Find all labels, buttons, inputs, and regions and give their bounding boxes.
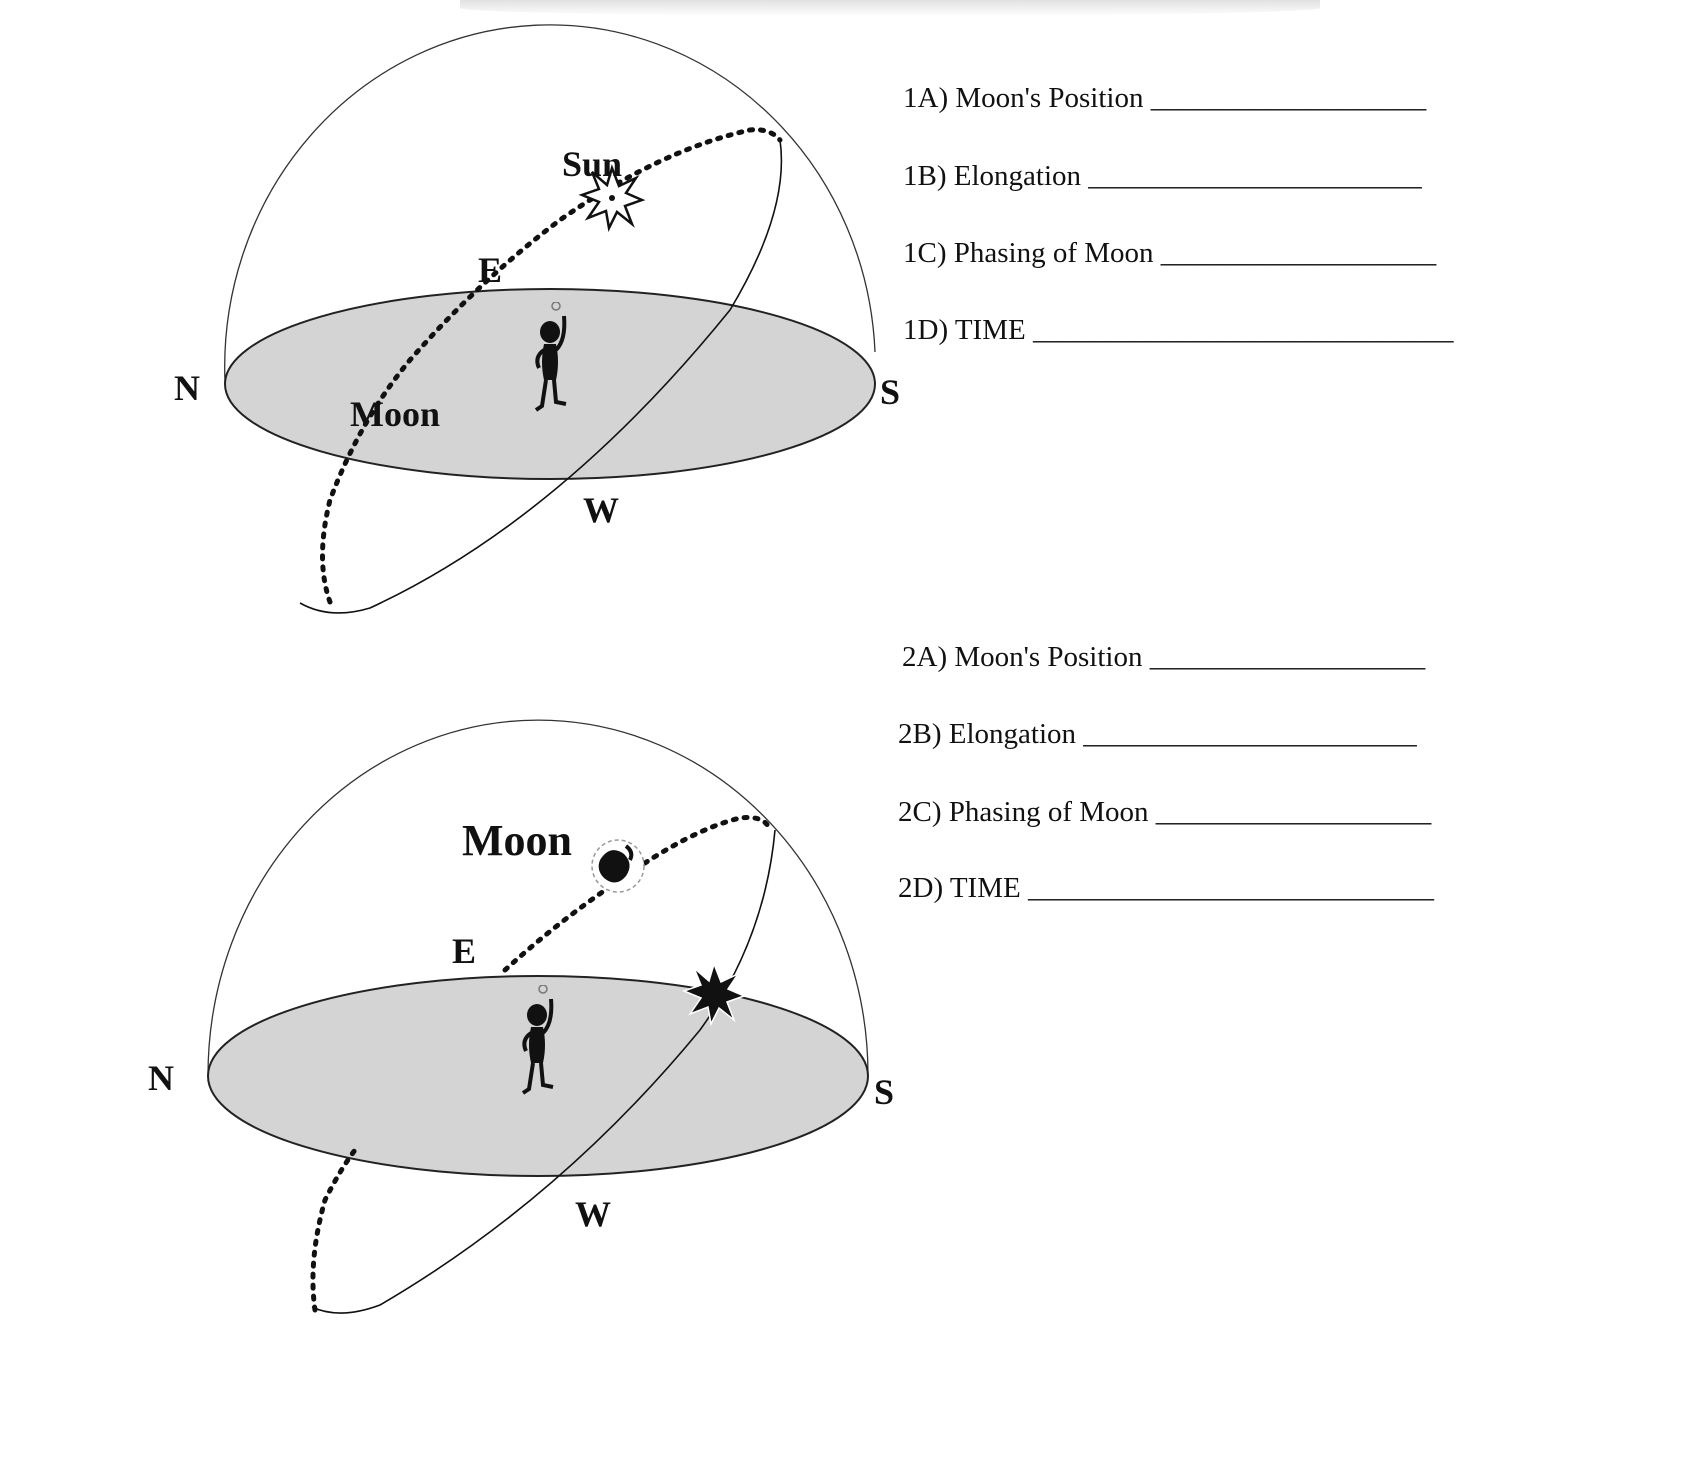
question-1d [903, 314, 1453, 347]
answer-blank[interactable]: ___________________ [1149, 641, 1426, 673]
horizon-plane [225, 289, 875, 479]
question-label: 1A) Moon's Position [903, 82, 1144, 114]
question-1a [903, 82, 1426, 115]
south-label: S [874, 1072, 895, 1112]
answer-blank[interactable]: ___________________ [1150, 82, 1427, 114]
question-label: 2A) Moon's Position [902, 641, 1143, 673]
question-label: 2C) Phasing of Moon [898, 796, 1149, 828]
west-label: W [575, 1194, 611, 1234]
north-label: N [148, 1058, 174, 1098]
east-label: E [478, 250, 503, 290]
answer-blank[interactable]: _______________________ [1083, 718, 1417, 750]
answer-blank[interactable]: ___________________ [1160, 237, 1437, 269]
question-label: 2D) TIME [898, 872, 1021, 904]
answer-blank[interactable]: _____________________________ [1032, 314, 1454, 346]
question-1b [903, 160, 1422, 193]
moon-icon [592, 840, 644, 892]
answer-blank[interactable]: ___________________ [1155, 796, 1432, 828]
east-label: E [452, 931, 477, 971]
question-2c [898, 796, 1431, 829]
diagram-1 [174, 25, 900, 613]
answer-blank[interactable]: ____________________________ [1027, 872, 1434, 904]
north-label: N [174, 368, 200, 408]
celestial-path-dotted-lower [313, 1150, 355, 1310]
question-label: 2B) Elongation [898, 718, 1077, 750]
south-label: S [880, 372, 901, 412]
question-label: 1B) Elongation [903, 160, 1082, 192]
moon-label: Moon [462, 816, 572, 865]
question-label: 1D) TIME [903, 314, 1026, 346]
sun-label: Sun [562, 144, 623, 184]
question-2d [898, 872, 1434, 905]
question-2a [902, 641, 1425, 674]
answer-blank[interactable]: _______________________ [1088, 160, 1422, 192]
diagram-2 [148, 720, 894, 1313]
question-2b [898, 718, 1417, 751]
question-1c [903, 237, 1436, 270]
west-label: W [583, 490, 619, 530]
moon-label: Moon [350, 394, 440, 434]
question-label: 1C) Phasing of Moon [903, 237, 1154, 269]
